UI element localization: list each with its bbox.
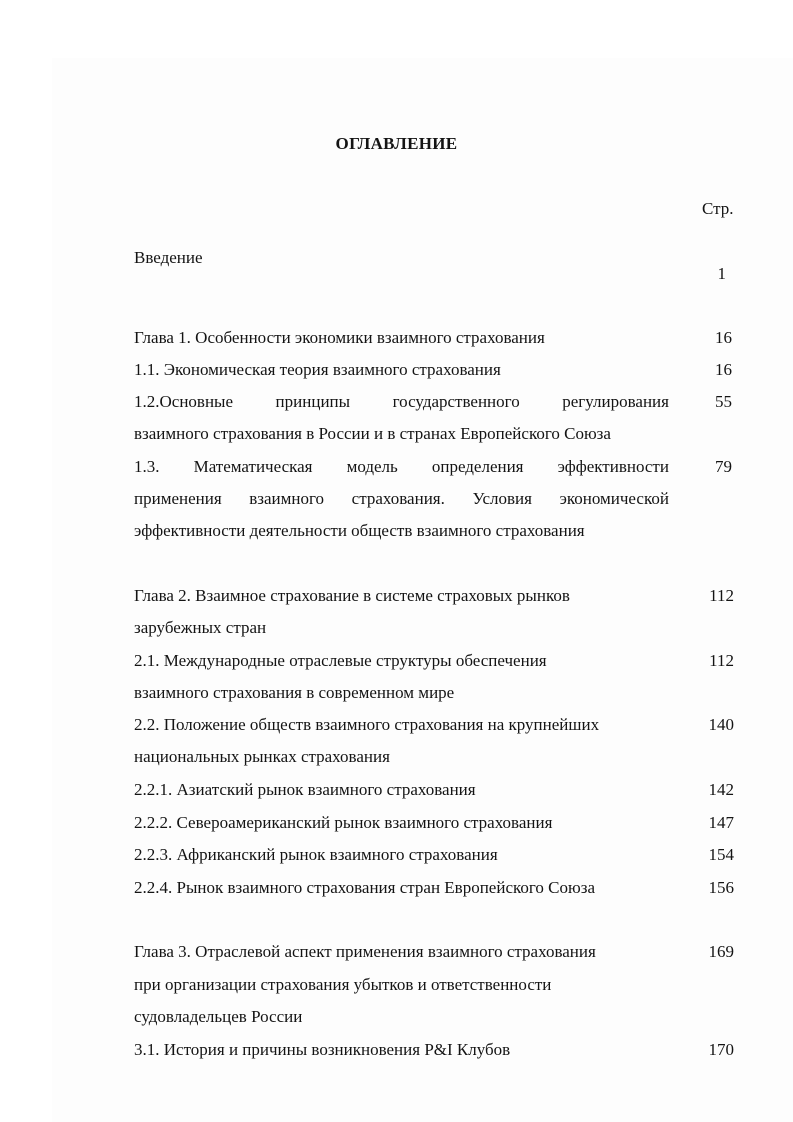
toc-entry-2-2-line-2: национальных рынках страхования bbox=[134, 747, 390, 766]
page-title: ОГЛАВЛЕНИЕ bbox=[335, 134, 458, 153]
toc-page-chapter-2: 112 bbox=[709, 586, 734, 605]
toc-page-2-2-2: 147 bbox=[708, 813, 734, 832]
toc-entry-intro: Введение bbox=[134, 248, 203, 267]
toc-page-1-2: 55 bbox=[715, 392, 732, 411]
toc-entry-chapter-1: Глава 1. Особенности экономики взаимного страхования bbox=[134, 328, 545, 347]
toc-word: принципы bbox=[275, 392, 351, 411]
toc-page-2-2-1: 142 bbox=[708, 780, 734, 799]
toc-entry-chapter-3-line-3: судовладельцев России bbox=[134, 1007, 303, 1026]
toc-word: эффективности bbox=[557, 457, 669, 476]
toc-word: Условия bbox=[472, 489, 532, 508]
page-column-header: Стр. bbox=[702, 199, 734, 218]
toc-page-chapter-1: 16 bbox=[715, 328, 732, 347]
toc-word: государственного bbox=[392, 392, 520, 411]
toc-word: 1.3. bbox=[134, 457, 160, 476]
toc-page-2-1: 112 bbox=[709, 651, 734, 670]
toc-page-3-1: 170 bbox=[708, 1040, 734, 1059]
toc-entry-2-1-line-2: взаимного страхования в современном мире bbox=[134, 683, 455, 702]
toc-entry-2-1-line-1: 2.1. Международные отраслевые структуры обеспечения bbox=[134, 651, 547, 670]
toc-word: применения bbox=[134, 489, 222, 508]
toc-word: Математическая bbox=[193, 457, 313, 476]
toc-word: экономической bbox=[559, 489, 669, 508]
toc-page-intro: 1 bbox=[717, 264, 726, 283]
toc-entry-chapter-2-line-2: зарубежных стран bbox=[134, 618, 267, 637]
toc-entry-chapter-2-line-1: Глава 2. Взаимное страхование в системе страховых рынков bbox=[134, 586, 570, 605]
toc-entry-2-2-1: 2.2.1. Азиатский рынок взаимного страхования bbox=[134, 780, 476, 799]
toc-page-1-1: 16 bbox=[715, 360, 732, 379]
toc-entry-2-2-3: 2.2.3. Африканский рынок взаимного страхования bbox=[134, 845, 498, 864]
toc-word: страхования. bbox=[351, 489, 445, 508]
toc-entry-2-2-2: 2.2.2. Североамериканский рынок взаимного страхования bbox=[134, 813, 553, 832]
toc-word: определения bbox=[431, 457, 524, 476]
toc-word: модель bbox=[346, 457, 398, 476]
toc-page-2-2-3: 154 bbox=[708, 845, 734, 864]
toc-entry-2-2-line-1: 2.2. Положение обществ взаимного страхования на крупнейших bbox=[134, 715, 600, 734]
toc-page-chapter-3: 169 bbox=[708, 942, 734, 961]
toc-page-2-2-4: 156 bbox=[708, 878, 734, 897]
toc-page-2-2: 140 bbox=[708, 715, 734, 734]
toc-page-1-3: 79 bbox=[715, 457, 732, 476]
toc-entry-1-2-line-2: взаимного страхования в России и в странах Европейского Союза bbox=[134, 424, 611, 443]
toc-entry-1-3-line-2 bbox=[134, 489, 669, 509]
toc-word: регулирования bbox=[562, 392, 669, 411]
toc-entry-1-3-line-3: эффективности деятельности обществ взаимного страхования bbox=[134, 521, 585, 540]
toc-word: взаимного bbox=[249, 489, 325, 508]
toc-entry-chapter-3-line-2: при организации страхования убытков и ответственности bbox=[134, 975, 552, 994]
toc-entry-chapter-3-line-1: Глава 3. Отраслевой аспект применения взаимного страхования bbox=[134, 942, 596, 961]
toc-entry-1-3-line-1 bbox=[134, 457, 669, 477]
toc-entry-1-2-line-1 bbox=[134, 392, 669, 412]
toc-entry-1-1: 1.1. Экономическая теория взаимного страхования bbox=[134, 360, 501, 379]
toc-word: 1.2.Основные bbox=[134, 392, 234, 411]
toc-entry-2-2-4: 2.2.4. Рынок взаимного страхования стран Европейского Союза bbox=[134, 878, 595, 897]
toc-entry-3-1: 3.1. История и причины возникновения P&I Клубов bbox=[134, 1040, 511, 1059]
